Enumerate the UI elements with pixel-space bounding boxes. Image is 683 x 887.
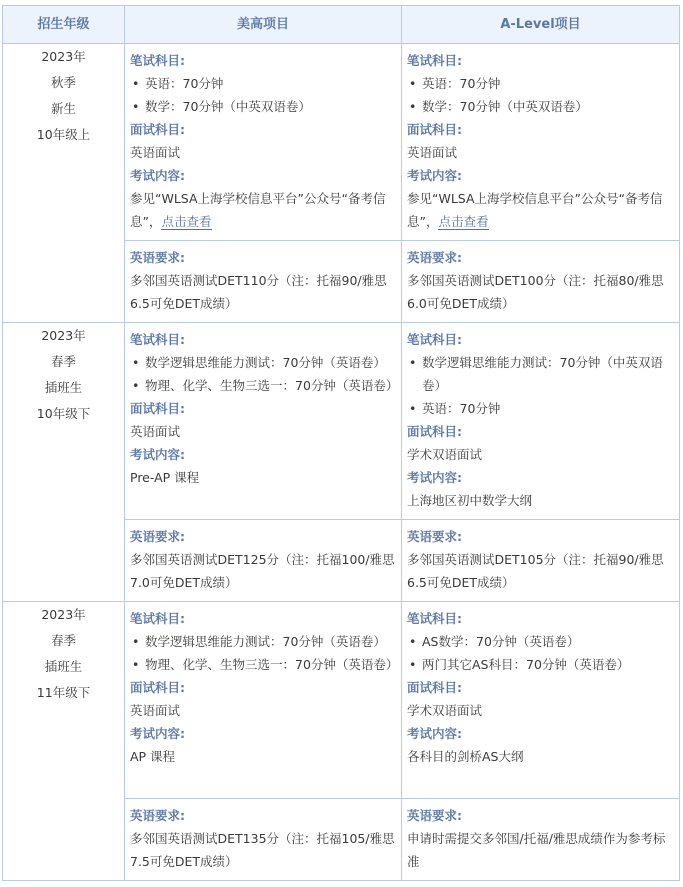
interview-label: 面试科目:	[130, 401, 185, 416]
interview-text: 英语面试	[407, 145, 458, 160]
admission-table	[2, 5, 680, 881]
us-english-cell	[125, 241, 402, 323]
english-req-text: 多邻国英语测试DET100分（注：托福80/雅思6.0可免DET成绩）	[407, 273, 664, 311]
content-description: 参见“WLSA上海学校信息平台”公众号“备考信息”，	[407, 191, 663, 229]
interview-text: 学术双语面试	[407, 703, 483, 718]
written-list	[130, 630, 397, 676]
content-label: 考试内容:	[407, 168, 462, 183]
list-item: • 数学逻辑思维能力测试：70分钟（中英双语卷）	[422, 351, 675, 397]
interview-text: 学术双语面试	[407, 447, 483, 462]
interview-label: 面试科目:	[130, 680, 185, 695]
list-item: • 物理、化学、生物三选一：70分钟（英语卷）	[145, 653, 397, 676]
list-item: • 数学逻辑思维能力测试：70分钟（英语卷）	[145, 630, 397, 653]
list-item: • 英语：70分钟	[422, 397, 675, 420]
grade-level: 11年级下	[36, 685, 91, 700]
content-label: 考试内容:	[130, 447, 185, 462]
list-item: • AS数学：70分钟（英语卷）	[422, 630, 675, 653]
view-details-link[interactable]: 点击查看	[161, 214, 212, 229]
grade-year: 2023年	[41, 328, 86, 343]
interview-text: 英语面试	[130, 424, 181, 439]
content-label: 考试内容:	[130, 168, 185, 183]
grade-season: 春季	[50, 354, 76, 369]
interview-label: 面试科目:	[130, 122, 185, 137]
written-list	[407, 351, 675, 420]
us-exam-cell	[125, 602, 402, 799]
content-text: AP 课程	[130, 749, 176, 764]
english-req-label: 英语要求:	[407, 250, 462, 265]
list-item: • 两门其它AS科目：70分钟（英语卷）	[422, 653, 675, 676]
content-text: 上海地区初中数学大纲	[407, 493, 533, 508]
content-text	[130, 187, 397, 233]
list-item: • 数学逻辑思维能力测试：70分钟（英语卷）	[145, 351, 397, 374]
list-item: • 数学：70分钟（中英双语卷）	[145, 95, 397, 118]
us-english-cell	[125, 520, 402, 602]
english-req-label: 英语要求:	[130, 250, 185, 265]
grade-cell	[3, 44, 125, 323]
english-req-label: 英语要求:	[407, 808, 462, 823]
grade-cell	[3, 323, 125, 602]
grade-type: 插班生	[44, 659, 83, 674]
header-us-program: 美高项目	[125, 6, 402, 44]
alevel-exam-cell	[402, 602, 680, 799]
grade-level: 10年级上	[36, 127, 91, 142]
english-req-text: 多邻国英语测试DET110分（注：托福90/雅思6.5可免DET成绩）	[130, 273, 387, 311]
table-header-row	[3, 6, 680, 44]
content-label: 考试内容:	[407, 470, 462, 485]
content-description: 参见“WLSA上海学校信息平台”公众号“备考信息”，	[130, 191, 386, 229]
alevel-exam-cell	[402, 323, 680, 520]
interview-label: 面试科目:	[407, 424, 462, 439]
grade-season: 秋季	[50, 75, 76, 90]
english-req-label: 英语要求:	[407, 529, 462, 544]
header-grade: 招生年级	[3, 6, 125, 44]
grade-season: 春季	[50, 633, 76, 648]
grade-cell	[3, 602, 125, 881]
list-item: • 物理、化学、生物三选一：70分钟（英语卷）	[145, 374, 397, 397]
grade-level: 10年级下	[36, 406, 91, 421]
header-alevel-program: A-Level项目	[402, 6, 680, 44]
content-text: 各科目的剑桥AS大纲	[407, 749, 524, 764]
interview-label: 面试科目:	[407, 122, 462, 137]
english-req-label: 英语要求:	[130, 808, 185, 823]
us-exam-cell	[125, 323, 402, 520]
written-label: 笔试科目:	[407, 611, 462, 626]
grade-type: 新生	[50, 101, 76, 116]
written-list	[407, 72, 675, 118]
written-label: 笔试科目:	[407, 53, 462, 68]
written-list	[130, 351, 397, 397]
list-item: • 英语：70分钟	[145, 72, 397, 95]
english-req-text: 多邻国英语测试DET105分（注：托福90/雅思6.5可免DET成绩）	[407, 552, 664, 590]
interview-text: 英语面试	[130, 145, 181, 160]
content-label: 考试内容:	[407, 726, 462, 741]
written-label: 笔试科目:	[407, 332, 462, 347]
written-list	[407, 630, 675, 676]
alevel-english-cell	[402, 799, 680, 881]
table-row	[3, 44, 680, 241]
alevel-exam-cell	[402, 44, 680, 241]
grade-type: 插班生	[44, 380, 83, 395]
written-label: 笔试科目:	[130, 332, 185, 347]
grade-year: 2023年	[41, 607, 86, 622]
english-req-label: 英语要求:	[130, 529, 185, 544]
us-exam-cell	[125, 44, 402, 241]
table-row	[3, 602, 680, 799]
content-label: 考试内容:	[130, 726, 185, 741]
written-label: 笔试科目:	[130, 611, 185, 626]
written-list	[130, 72, 397, 118]
english-req-text: 多邻国英语测试DET135分（注：托福105/雅思7.5可免DET成绩）	[130, 831, 395, 869]
alevel-english-cell	[402, 241, 680, 323]
view-details-link[interactable]: 点击查看	[438, 214, 489, 229]
content-text	[407, 187, 675, 233]
content-text: Pre-AP 课程	[130, 470, 200, 485]
table-row	[3, 323, 680, 520]
interview-label: 面试科目:	[407, 680, 462, 695]
interview-text: 英语面试	[130, 703, 181, 718]
list-item: • 英语：70分钟	[422, 72, 675, 95]
english-req-text: 多邻国英语测试DET125分（注：托福100/雅思7.0可免DET成绩）	[130, 552, 395, 590]
alevel-english-cell	[402, 520, 680, 602]
list-item: • 数学：70分钟（中英双语卷）	[422, 95, 675, 118]
us-english-cell	[125, 799, 402, 881]
grade-year: 2023年	[41, 49, 86, 64]
english-req-text: 申请时需提交多邻国/托福/雅思成绩作为参考标准	[407, 831, 666, 869]
written-label: 笔试科目:	[130, 53, 185, 68]
